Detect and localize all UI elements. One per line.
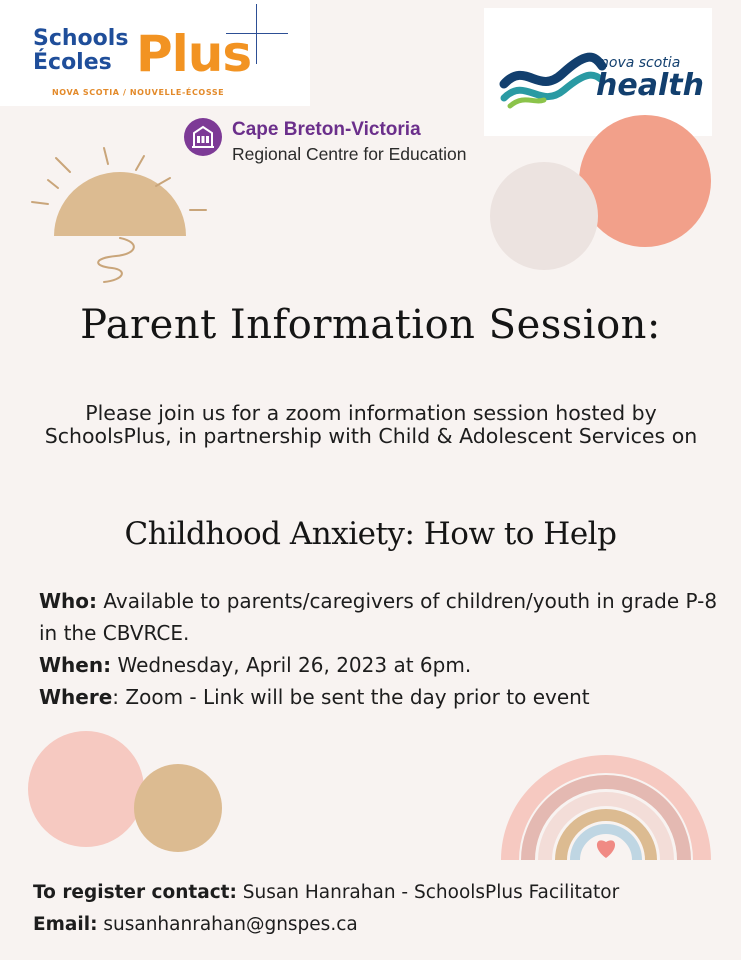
when-label: When:	[39, 653, 112, 677]
contact-info	[33, 877, 723, 941]
plus-text: Plus	[136, 25, 252, 83]
email-address[interactable]: susanhanrahan@gnspes.ca	[97, 914, 358, 935]
cbvrce-subtitle: Regional Centre for Education	[232, 144, 467, 164]
heart-icon	[597, 840, 615, 858]
email-label: Email:	[33, 914, 98, 935]
pink-circle	[28, 731, 144, 847]
email-row	[33, 909, 723, 941]
where-label: Where	[39, 685, 113, 709]
who-row	[39, 585, 719, 649]
page-title: Parent Information Session:	[80, 302, 661, 348]
when-text: Wednesday, April 26, 2023 at 6pm.	[111, 653, 472, 677]
nova-scotia-health-logo	[484, 8, 712, 136]
register-label: To register contact:	[33, 882, 237, 903]
nsh-big-text: health	[596, 68, 704, 103]
intro-text: Please join us for a zoom information session hosted by SchoolsPlus, in partnership with Child & Adolescent Services on	[44, 401, 698, 448]
register-text: Susan Hanrahan - SchoolsPlus Facilitator	[236, 882, 620, 903]
event-details	[39, 585, 719, 713]
schools-text: Schools	[33, 26, 129, 51]
logo-cross-vertical	[256, 4, 257, 64]
sun-icon	[20, 138, 220, 288]
schoolsplus-logo	[0, 0, 310, 106]
who-text: Available to parents/caregivers of children/youth in grade P-8 in the CBVRCE.	[39, 589, 718, 645]
session-topic: Childhood Anxiety: How to Help	[124, 516, 617, 552]
salmon-circle	[579, 115, 711, 247]
ecoles-text: Écoles	[33, 50, 112, 75]
schoolsplus-wordmark-left	[33, 27, 128, 75]
who-label: Who:	[39, 589, 98, 613]
nsh-small-text: nova scotia	[600, 55, 681, 71]
cbvrce-title: Cape Breton-Victoria	[232, 119, 421, 140]
schoolsplus-subtext: NOVA SCOTIA / NOUVELLE-ÉCOSSE	[52, 88, 225, 97]
nsh-wave-icon	[498, 40, 608, 112]
when-row	[39, 649, 719, 681]
pale-circle	[490, 162, 598, 270]
cbvrce-logo	[184, 116, 514, 172]
register-row	[33, 877, 723, 909]
rainbow-icon	[496, 700, 716, 862]
tan-circle	[134, 764, 222, 852]
where-text: : Zoom - Link will be sent the day prior to event	[112, 685, 590, 709]
